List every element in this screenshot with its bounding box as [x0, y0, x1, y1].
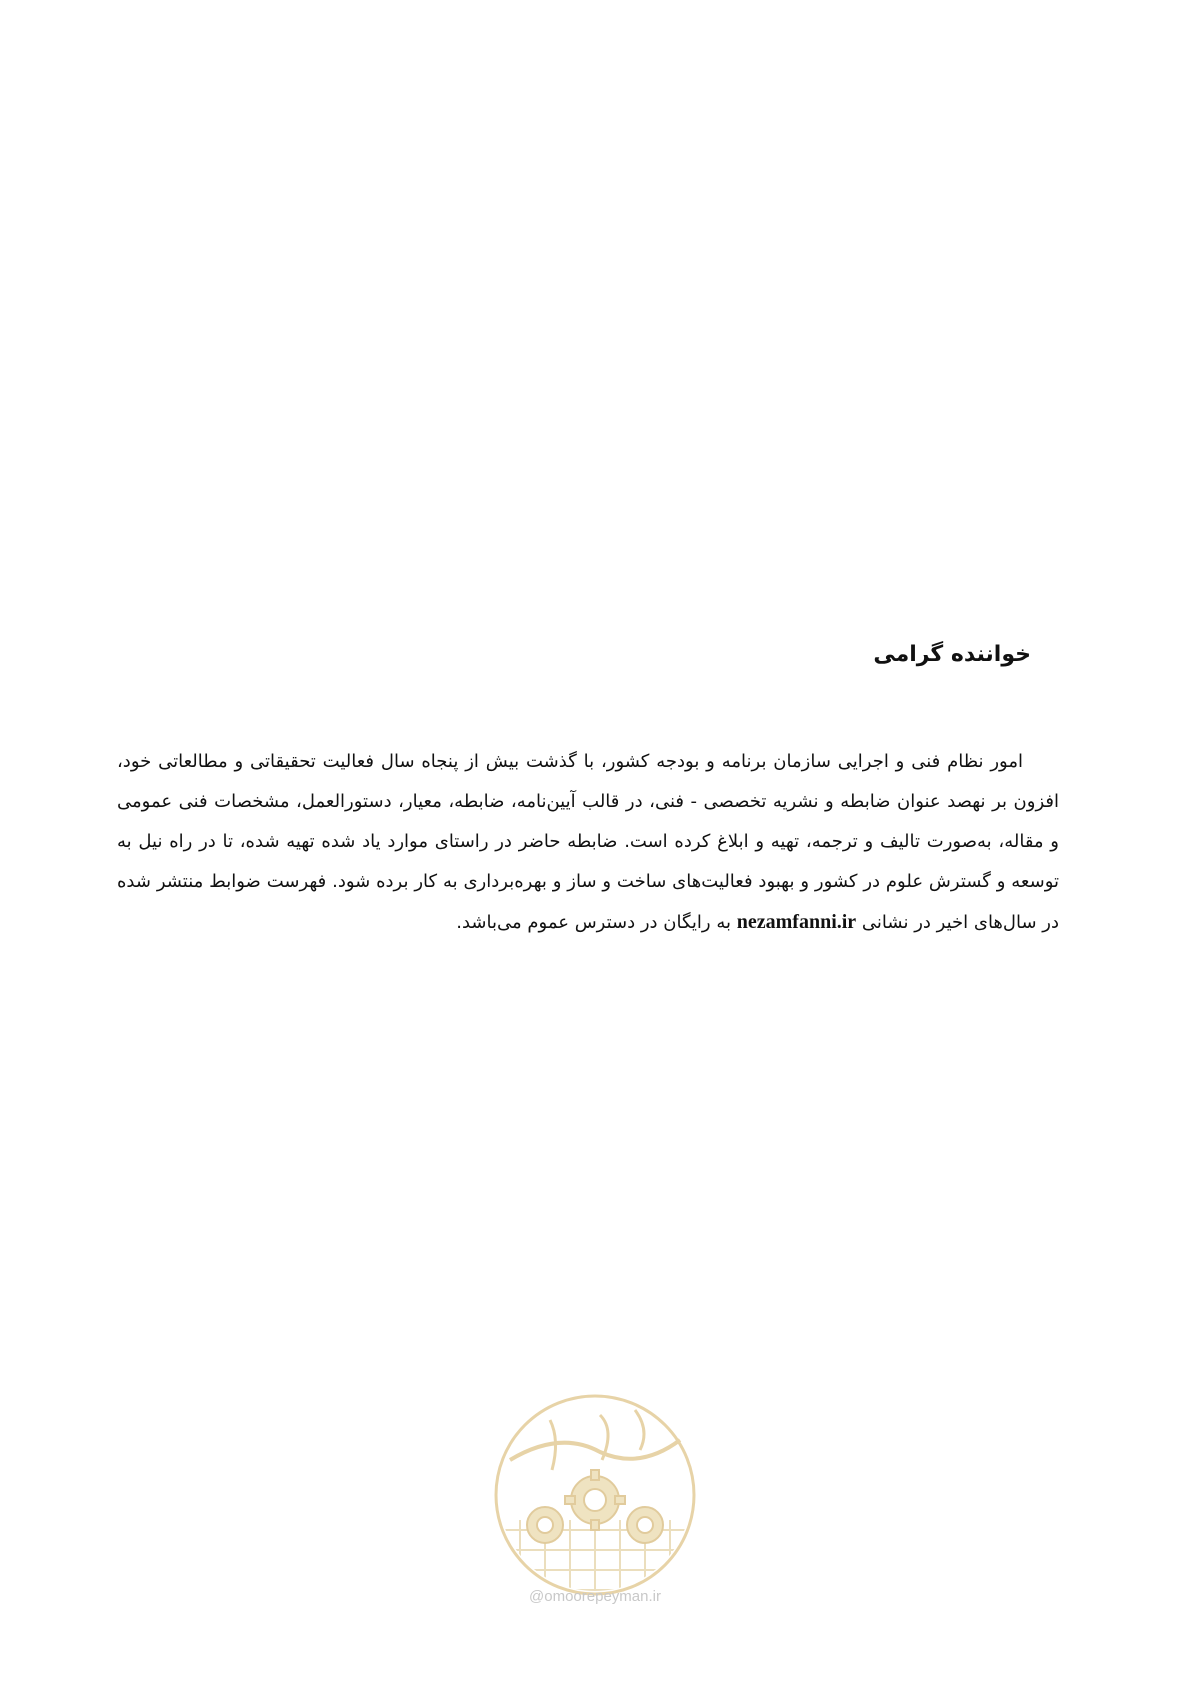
gear-icon: [527, 1507, 563, 1543]
gear-icon: [565, 1470, 625, 1530]
body-paragraph: [117, 742, 1059, 943]
page-heading: خواننده گرامی: [873, 642, 1031, 667]
website-link[interactable]: nezamfanni.ir: [736, 911, 857, 933]
body-paragraph-block: [117, 742, 1059, 943]
watermark-caption: @omoorepeyman.ir: [529, 1588, 661, 1605]
paragraph-text-end: به رایگان در دسترس عموم می‌باشد.: [456, 912, 732, 933]
watermark-logo: [490, 1390, 700, 1600]
paragraph-text: امور نظام فنی و اجرایی سازمان برنامه و بودجه کشور، با گذشت بیش از پنجاه سال فعالیت تحقیقاتی و مطالعاتی خود، افزون بر نهصد عنوان ضابطه و نشریه تخصصی - فنی، در قالب آیین‌نامه، ضابطه، معیار، دستورالعمل، مشخصات فنی عمومی و مقاله، به‌صورت تالیف و ترجمه، تهیه و ابلاغ کرده است. ضابطه حاضر در راستای موارد یاد شده تهیه شده، تا در راه نیل به توسعه و گسترش علوم در کشور و بهبود فعالیت‌های ساخت و ساز و بهره‌برداری به کار برده شود. فهرست ضوابط منتشر شده در سال‌های اخیر در نشانی: [117, 751, 1059, 933]
gear-icon: [627, 1507, 663, 1543]
